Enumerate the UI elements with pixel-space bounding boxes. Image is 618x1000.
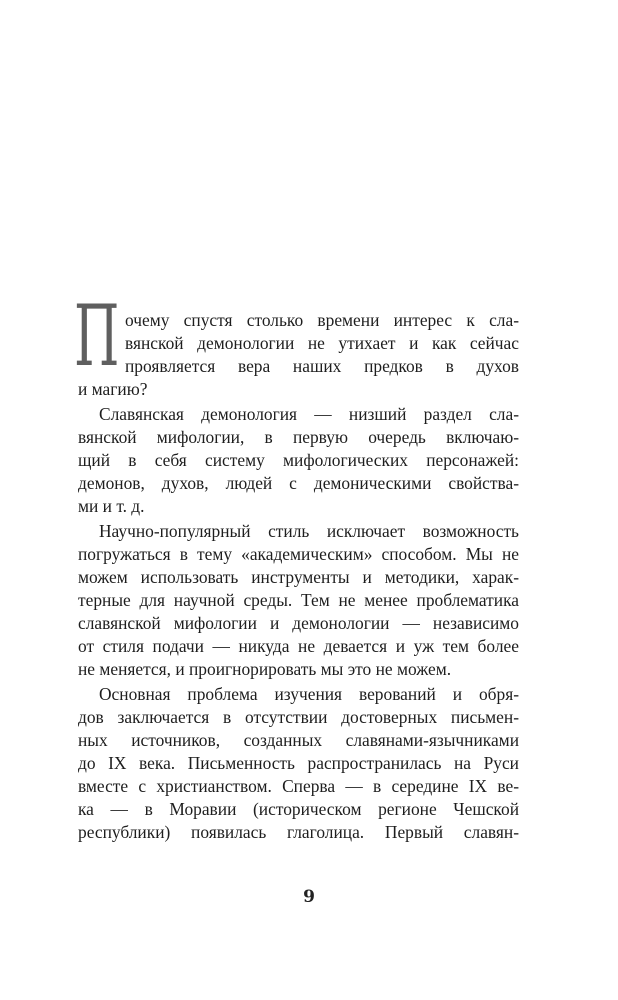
text-line: от стиля подачи — никуда не девается и уж тем более [78,636,519,656]
text-line: щий в себя систему мифологических персонажей: [78,450,519,470]
text-line: не меняется, и проигнорировать мы это не можем. [78,659,452,679]
text-line: проявляется вера наших предков в духов [125,356,519,376]
text-line: терные для научной среды. Тем не менее проблематика [78,590,519,610]
text-line: славянской мифологии и демонологии — независимо [78,613,519,633]
text-line: до IX века. Письменность распространилась на Руси [78,753,519,773]
text-line: очему спустя столько времени интерес к сла- [125,310,519,330]
text-line: демонов, духов, людей с демоническими свойства- [78,473,519,493]
text-line: Славянская демонология — низший раздел сла- [99,404,519,424]
text-line: Основная проблема изучения верований и обря- [99,684,519,704]
text-line: Научно-популярный стиль исключает возможность [99,521,519,541]
text-line: погружаться в тему «академическим» способом. Мы не [78,544,519,564]
text-line: ка — в Моравии (историческом регионе Чешской [78,799,519,819]
text-line: республики) появилась глаголица. Первый славян- [78,822,519,842]
text-line: ми и т. д. [78,496,145,516]
text-line: можем использовать инструменты и методики, харак- [78,567,519,587]
text-line: дов заключается в отсутствии достоверных письмен- [78,707,519,727]
text-line: вместе с христианством. Сперва — в середине IX ве- [78,776,519,796]
text-line: и магию? [78,379,148,399]
drop-cap: П [74,287,120,385]
text-line: вянской мифологии, в первую очередь включаю- [78,427,519,447]
text-line: ных источников, созданных славянами-язычниками [78,730,519,750]
page-number: 9 [303,887,315,907]
text-line: вянской демонологии не утихает и как сейчас [125,333,519,353]
